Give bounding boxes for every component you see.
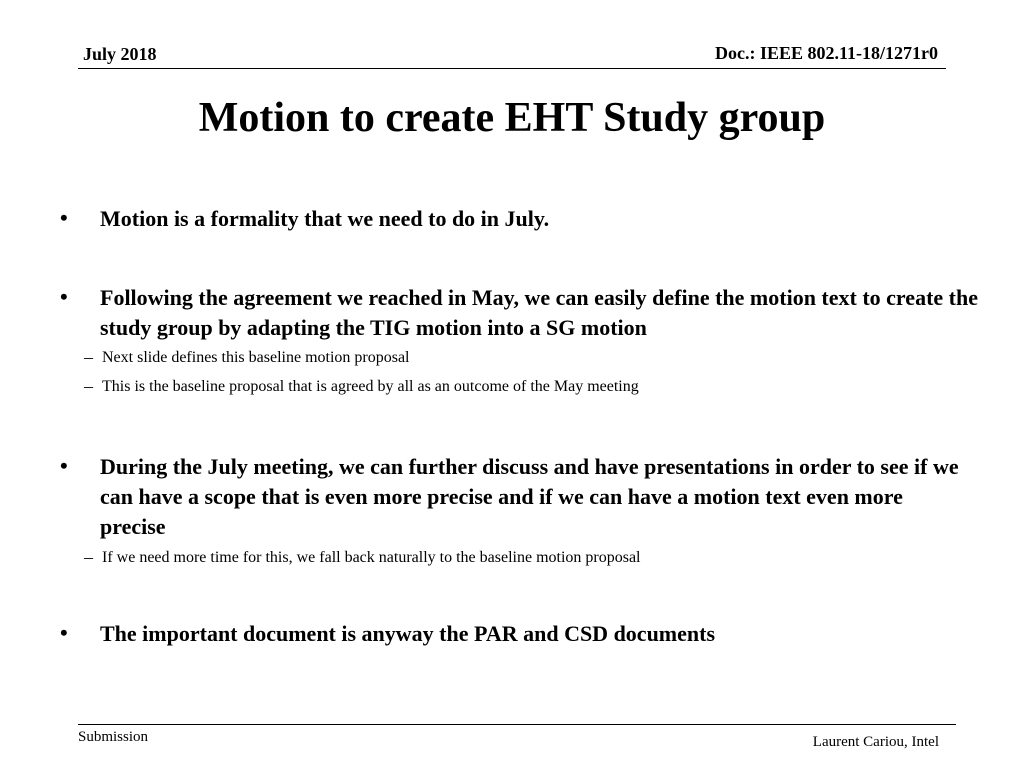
header-date: July 2018 — [83, 44, 157, 64]
sub-bullet-dash: – — [84, 347, 93, 367]
footer-submission: Submission — [78, 729, 149, 745]
bullet-marker: • — [60, 205, 68, 230]
bullet-text-4: The important document is anyway the PAR and CSD documents — [100, 621, 716, 646]
bullet-text-1: Motion is a formality that we need to do in July. — [100, 206, 550, 231]
sub-bullet-text-3-1: If we need more time for this, we fall back naturally to the baseline motion proposal — [102, 549, 641, 566]
bullet-text-2: Following the agreement we reached in May, we can easily define the motion text to create the study group by adapting the TIG motion into a SG motion — [100, 285, 978, 340]
bullet-text-3: During the July meeting, we can further discuss and have presentations in order to see if we can have a scope that is even more precise and if we can have a motion text even more precise — [100, 454, 959, 539]
footer-author: Laurent Cariou, Intel — [812, 734, 939, 750]
footer-divider — [78, 724, 956, 725]
sub-bullet-dash: – — [84, 376, 93, 396]
slide-title: Motion to create EHT Study group — [198, 95, 826, 141]
sub-bullet-text-2-1: Next slide defines this baseline motion proposal — [102, 349, 410, 366]
bullet-marker: • — [60, 284, 68, 309]
bullet-marker: • — [60, 453, 68, 478]
sub-bullet-dash: – — [84, 547, 93, 567]
sub-bullet-text-2-2: This is the baseline proposal that is agreed by all as an outcome of the May meeting — [102, 378, 639, 395]
header-doc-id: Doc.: IEEE 802.11-18/1271r0 — [715, 43, 938, 63]
bullet-marker: • — [60, 620, 68, 645]
header-divider — [78, 68, 946, 69]
